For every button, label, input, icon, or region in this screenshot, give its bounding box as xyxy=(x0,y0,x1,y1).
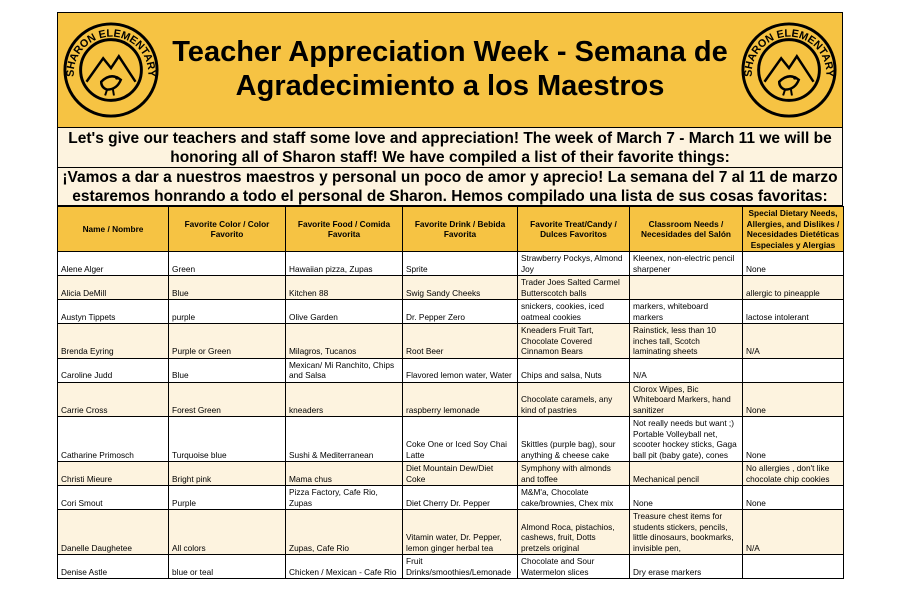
table-cell: Treasure chest items for students stickers, pencils, little dinosaurs, bookmarks, invisible pen, xyxy=(630,510,743,555)
table-row xyxy=(58,300,844,324)
table-cell xyxy=(743,555,844,579)
table-cell: Flavored lemon water, Water xyxy=(403,358,518,382)
table-cell: Pizza Factory, Cafe Rio, Zupas xyxy=(286,486,403,510)
table-cell: None xyxy=(743,486,844,510)
table-row xyxy=(58,555,844,579)
column-header: Favorite Drink / Bebida Favorita xyxy=(403,207,518,252)
table-cell: Hawaiian pizza, Zupas xyxy=(286,252,403,276)
table-cell: Blue xyxy=(169,358,286,382)
column-header: Favorite Treat/Candy / Dulces Favoritos xyxy=(518,207,630,252)
table-cell: None xyxy=(743,417,844,462)
column-header: Special Dietary Needs, Allergies, and Dislikes / Necesidades Dietéticas Especiales y Alergias xyxy=(743,207,844,252)
table-cell: Zupas, Cafe Rio xyxy=(286,510,403,555)
table-row xyxy=(58,358,844,382)
favorites-table xyxy=(57,206,844,579)
header-banner xyxy=(57,12,843,128)
column-header: Favorite Color / Color Favorito xyxy=(169,207,286,252)
table-cell: purple xyxy=(169,300,286,324)
table-cell: N/A xyxy=(743,324,844,359)
table-cell xyxy=(630,276,743,300)
table-cell: Strawberry Pockys, Almond Joy xyxy=(518,252,630,276)
column-header: Classroom Needs / Necesidades del Salón xyxy=(630,207,743,252)
staff-name-cell: Alene Alger xyxy=(58,252,169,276)
table-cell: Fruit Drinks/smoothies/Lemonade xyxy=(403,555,518,579)
table-cell: Purple or Green xyxy=(169,324,286,359)
table-cell: Mama chus xyxy=(286,462,403,486)
logo-text: SHARON ELEMENTARY xyxy=(64,27,158,77)
table-cell: Chips and salsa, Nuts xyxy=(518,358,630,382)
sheet xyxy=(57,12,843,579)
table-cell xyxy=(743,358,844,382)
logo-text: SHARON ELEMENTARY xyxy=(742,27,836,77)
table-cell: Chicken / Mexican - Cafe Rio xyxy=(286,555,403,579)
table-cell: M&M'a, Chocolate cake/brownies, Chex mix xyxy=(518,486,630,510)
column-header: Name / Nombre xyxy=(58,207,169,252)
table-row xyxy=(58,276,844,300)
table-cell: Mechanical pencil xyxy=(630,462,743,486)
staff-name-cell: Caroline Judd xyxy=(58,358,169,382)
table-row xyxy=(58,417,844,462)
table-cell: raspberry lemonade xyxy=(403,382,518,417)
table-cell: Milagros, Tucanos xyxy=(286,324,403,359)
staff-name-cell: Catharine Primosch xyxy=(58,417,169,462)
table-cell: Skittles (purple bag), sour anything & cheese cake xyxy=(518,417,630,462)
table-row xyxy=(58,382,844,417)
table-cell: Coke One or Iced Soy Chai Latte xyxy=(403,417,518,462)
table-cell: Rainstick, less than 10 inches tall, Scotch laminating sheets xyxy=(630,324,743,359)
table-cell: Bright pink xyxy=(169,462,286,486)
staff-name-cell: Danelle Daughetee xyxy=(58,510,169,555)
intro-english: Let's give our teachers and staff some love and appreciation! The week of March 7 - March 11 we will be honoring all of Sharon staff! We have compiled a list of their favorite things: xyxy=(57,128,843,168)
table-cell: Clorox Wipes, Bic Whiteboard Markers, hand sanitizer xyxy=(630,382,743,417)
staff-name-cell: Carrie Cross xyxy=(58,382,169,417)
table-cell: kneaders xyxy=(286,382,403,417)
table-cell: Kneaders Fruit Tart, Chocolate Covered Cinnamon Bears xyxy=(518,324,630,359)
table-cell: allergic to pineapple xyxy=(743,276,844,300)
table-cell: N/A xyxy=(630,358,743,382)
staff-name-cell: Denise Astle xyxy=(58,555,169,579)
table-row xyxy=(58,486,844,510)
table-cell: Olive Garden xyxy=(286,300,403,324)
table-cell: Forest Green xyxy=(169,382,286,417)
staff-name-cell: Alicia DeMill xyxy=(58,276,169,300)
table-cell: snickers, cookies, iced oatmeal cookies xyxy=(518,300,630,324)
table-cell: Sprite xyxy=(403,252,518,276)
table-cell: Mexican/ Mi Ranchito, Chips and Salsa xyxy=(286,358,403,382)
table-cell: Purple xyxy=(169,486,286,510)
table-header-row xyxy=(58,207,844,252)
table-cell: Swig Sandy Cheeks xyxy=(403,276,518,300)
school-logo-icon xyxy=(740,21,838,119)
table-cell: lactose intolerant xyxy=(743,300,844,324)
table-row xyxy=(58,510,844,555)
staff-name-cell: Brenda Eyring xyxy=(58,324,169,359)
table-cell: Diet Mountain Dew/Diet Coke xyxy=(403,462,518,486)
table-cell: Blue xyxy=(169,276,286,300)
table-cell: Kitchen 88 xyxy=(286,276,403,300)
table-row xyxy=(58,252,844,276)
table-cell: N/A xyxy=(743,510,844,555)
table-cell: Diet Cherry Dr. Pepper xyxy=(403,486,518,510)
table-cell: None xyxy=(743,382,844,417)
school-logo-icon xyxy=(62,21,160,119)
table-cell: Almond Roca, pistachios, cashews, fruit, Dotts pretzels original xyxy=(518,510,630,555)
table-cell: Turquoise blue xyxy=(169,417,286,462)
table-cell: All colors xyxy=(169,510,286,555)
column-header: Favorite Food / Comida Favorita xyxy=(286,207,403,252)
table-cell: No allergies , don't like chocolate chip cookies xyxy=(743,462,844,486)
table-cell: Sushi & Mediterranean xyxy=(286,417,403,462)
intro-spanish: ¡Vamos a dar a nuestros maestros y personal un poco de amor y aprecio! La semana del 7 al 11 de marzo estaremos honrando a todo el personal de Sharon. Hemos compilado una lista de sus cosas favoritas: xyxy=(57,168,843,206)
table-cell: None xyxy=(743,252,844,276)
table-cell: Not really needs but want ;) Portable Volleyball net, scooter hockey sticks, Gaga ball pit (baby gate), cones xyxy=(630,417,743,462)
table-cell: Chocolate caramels, any kind of pastries xyxy=(518,382,630,417)
table-cell: blue or teal xyxy=(169,555,286,579)
staff-name-cell: Cori Smout xyxy=(58,486,169,510)
table-cell: Chocolate and Sour Watermelon slices xyxy=(518,555,630,579)
table-cell: Kleenex, non-electric pencil sharpener xyxy=(630,252,743,276)
table-cell: Green xyxy=(169,252,286,276)
table-cell: Dry erase markers xyxy=(630,555,743,579)
staff-name-cell: Austyn Tippets xyxy=(58,300,169,324)
table-row xyxy=(58,462,844,486)
table-cell: None xyxy=(630,486,743,510)
table-cell: Symphony with almonds and toffee xyxy=(518,462,630,486)
page-title: Teacher Appreciation Week - Semana de Agradecimiento a los Maestros xyxy=(172,36,728,102)
table-cell: Dr. Pepper Zero xyxy=(403,300,518,324)
staff-name-cell: Christi Mieure xyxy=(58,462,169,486)
table-row xyxy=(58,324,844,359)
table-cell: Root Beer xyxy=(403,324,518,359)
table-cell: markers, whiteboard markers xyxy=(630,300,743,324)
table-cell: Vitamin water, Dr. Pepper, lemon ginger herbal tea xyxy=(403,510,518,555)
table-cell: Trader Joes Salted Carmel Butterscotch balls xyxy=(518,276,630,300)
